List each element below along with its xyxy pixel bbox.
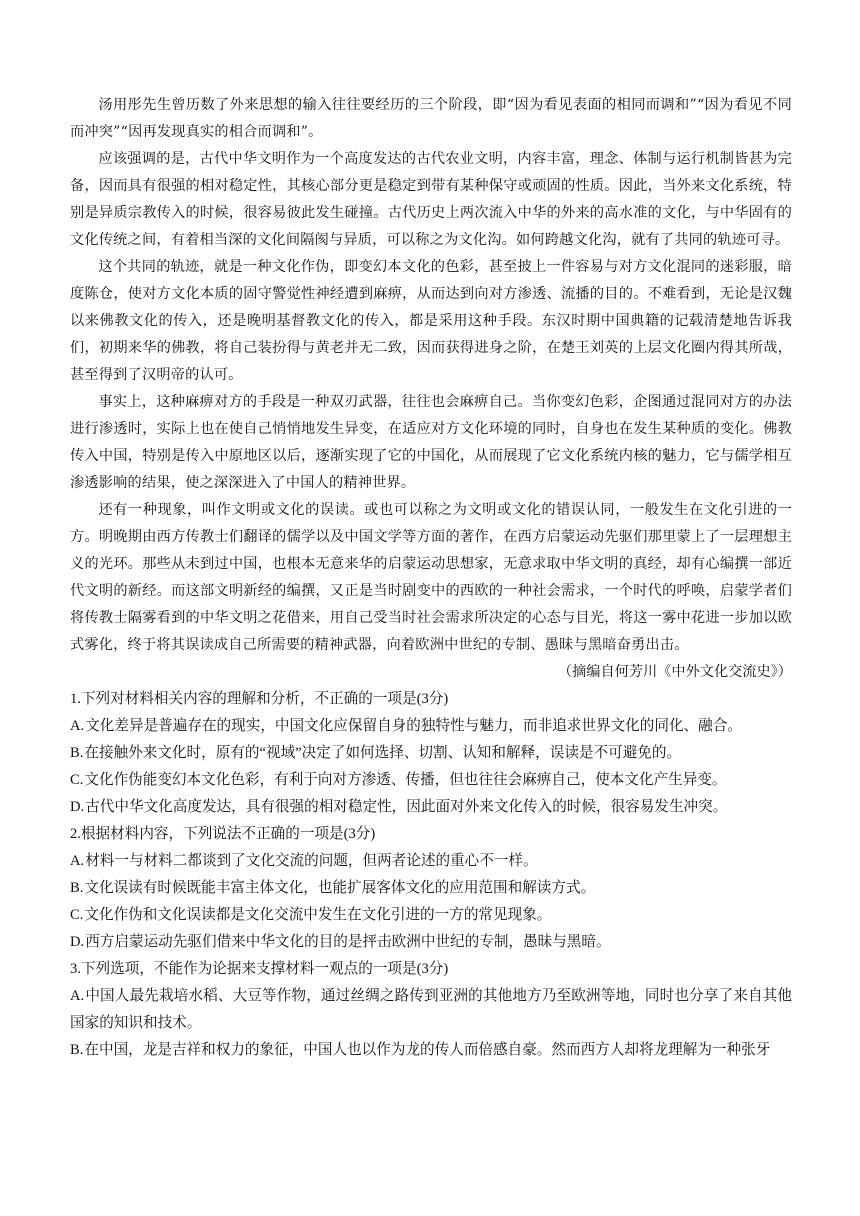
option-letter: A. [70, 988, 85, 1004]
question-stem: 2.根据材料内容，下列说法不正确的一项是(3分) [70, 826, 376, 842]
option-letter: B. [70, 1042, 84, 1058]
option-text: 在中国，龙是吉祥和权力的象征，中国人也以作为龙的传人而倍感自豪。然而西方人却将龙理解为一种张牙 [84, 1042, 771, 1058]
option-text: 文化差异是普遍存在的现实，中国文化应保留自身的独特性与魅力，而非追求世界文化的同化、融合。 [85, 718, 742, 734]
option-text: 中国人最先栽培水稻、大豆等作物，通过丝绸之路传到亚洲的其他地方乃至欧洲等地，同时也分享了来自其他国家的知识和技术。 [70, 988, 792, 1031]
option-text: 西方启蒙运动先驱们借来中华文化的目的是抨击欧洲中世纪的专制，愚昧与黑暗。 [85, 934, 611, 950]
option-b [70, 740, 792, 767]
passage-paragraph-1: 汤用彤先生曾历数了外来思想的输入往往要经历的三个阶段，即“因为看见表面的相同而调和”“因为看见不同而冲突”“因再发现真实的相合而调和”。 [70, 97, 792, 140]
option-a [70, 983, 792, 1037]
option-text: 古代中华文化高度发达，具有很强的相对稳定性，因此面对外来文化传入的时候，很容易发生冲突。 [85, 799, 728, 815]
option-text: 文化作伪和文化误读都是文化交流中发生在文化引进的一方的常见现象。 [84, 907, 552, 923]
option-text: 材料一与材料二都谈到了文化交流的问题，但两者论述的重心不一样。 [85, 853, 538, 869]
reading-passage [70, 92, 792, 686]
option-text: 在接触外来文化时，原有的“视域”决定了如何选择、切割、认知和解释，误读是不可避免的。 [84, 745, 682, 761]
option-c [70, 767, 792, 794]
question-2 [70, 821, 792, 956]
option-d [70, 794, 792, 821]
passage-paragraph-3: 这个共同的轨迹，就是一种文化作伪，即变幻本文化的色彩，甚至披上一件容易与对方文化混同的迷彩服，暗度陈仓，使对方文化本质的固守警觉性神经遭到麻痹，从而达到向对方渗透、流播的目的。不难看到，无论是汉魏以来佛教文化的传入，还是晚明基督教文化的传入，都是采用这种手段。东汉时期中国典籍的记载清楚地告诉我们，初期来华的佛教，将自己装扮得与黄老并无二致，因而获得进身之阶，在楚王刘英的上层文化圈内得其所哉，甚至得到了汉明帝的认可。 [70, 259, 792, 383]
option-b [70, 1037, 792, 1064]
option-letter: A. [70, 853, 85, 869]
question-1 [70, 686, 792, 821]
option-b [70, 875, 792, 902]
question-3 [70, 956, 792, 1064]
option-letter: B. [70, 745, 84, 761]
exam-page [70, 92, 792, 1064]
option-letter: B. [70, 880, 84, 896]
option-letter: A. [70, 718, 85, 734]
passage-paragraph-4: 事实上，这种麻痹对方的手段是一种双刃武器，往往也会麻痹自己。当你变幻色彩，企图通过混同对方的办法进行渗透时，实际上也在使自己悄悄地发生异变，在适应对方文化环境的同时，自身也在发生某种质的变化。佛教传入中国，特别是传入中原地区以后，逐渐实现了它的中国化，从而展现了它文化系统内核的魅力，它与儒学相互渗透影响的结果，使之深深进入了中国人的精神世界。 [70, 394, 792, 491]
option-text: 文化作伪能变幻本文化色彩，有利于向对方渗透、传播，但也往往会麻痹自己，使本文化产生异变。 [84, 772, 727, 788]
option-a [70, 848, 792, 875]
source-citation: （摘编自何芳川《中外文化交流史》） [557, 664, 792, 680]
option-letter: D. [70, 799, 85, 815]
option-d [70, 929, 792, 956]
option-letter: C. [70, 772, 84, 788]
question-stem: 3.下列选项，不能作为论据来支撑材料一观点的一项是(3分) [70, 961, 449, 977]
option-c [70, 902, 792, 929]
passage-paragraph-5: 还有一种现象，叫作文明或文化的误读。或也可以称之为文明或文化的错误认同，一般发生在文化引进的一方。明晚期由西方传教士们翻译的儒学以及中国文学等方面的著作，在西方启蒙运动先驱们那里蒙上了一层理想主义的光环。那些从未到过中国，也根本无意来华的启蒙运动思想家，无意求取中华文明的真经，却有心编撰一部近代文明的新经。而这部文明新经的编撰，又正是当时剧变中的西欧的一种社会需求，一个时代的呼唤，启蒙学者们将传教士隔雾看到的中华文明之花借来，用自己受当时社会需求所决定的心态与目光，将这一雾中花进一步加以欧式雾化，终于将其误读成自己所需要的精神武器，向着欧洲中世纪的专制、愚昧与黑暗奋勇出击。 [70, 502, 792, 653]
option-a [70, 713, 792, 740]
passage-paragraph-2: 应该强调的是，古代中华文明作为一个高度发达的古代农业文明，内容丰富，理念、体制与运行机制皆甚为完备，因而具有很强的相对稳定性，其核心部分更是稳定到带有某种保守或顽固的性质。因此，当外来文化系统，特别是异质宗教传入的时候，很容易彼此发生碰撞。古代历史上两次流入中华的外来的高水准的文化，与中华固有的文化传统之间，有着相当深的文化间隔阂与异质，可以称之为文化沟。如何跨越文化沟，就有了共同的轨迹可寻。 [70, 151, 792, 248]
option-letter: D. [70, 934, 85, 950]
question-stem: 1.下列对材料相关内容的理解和分析，不正确的一项是(3分) [70, 691, 449, 707]
option-letter: C. [70, 907, 84, 923]
option-text: 文化误读有时候既能丰富主体文化，也能扩展客体文化的应用范围和解读方式。 [84, 880, 596, 896]
